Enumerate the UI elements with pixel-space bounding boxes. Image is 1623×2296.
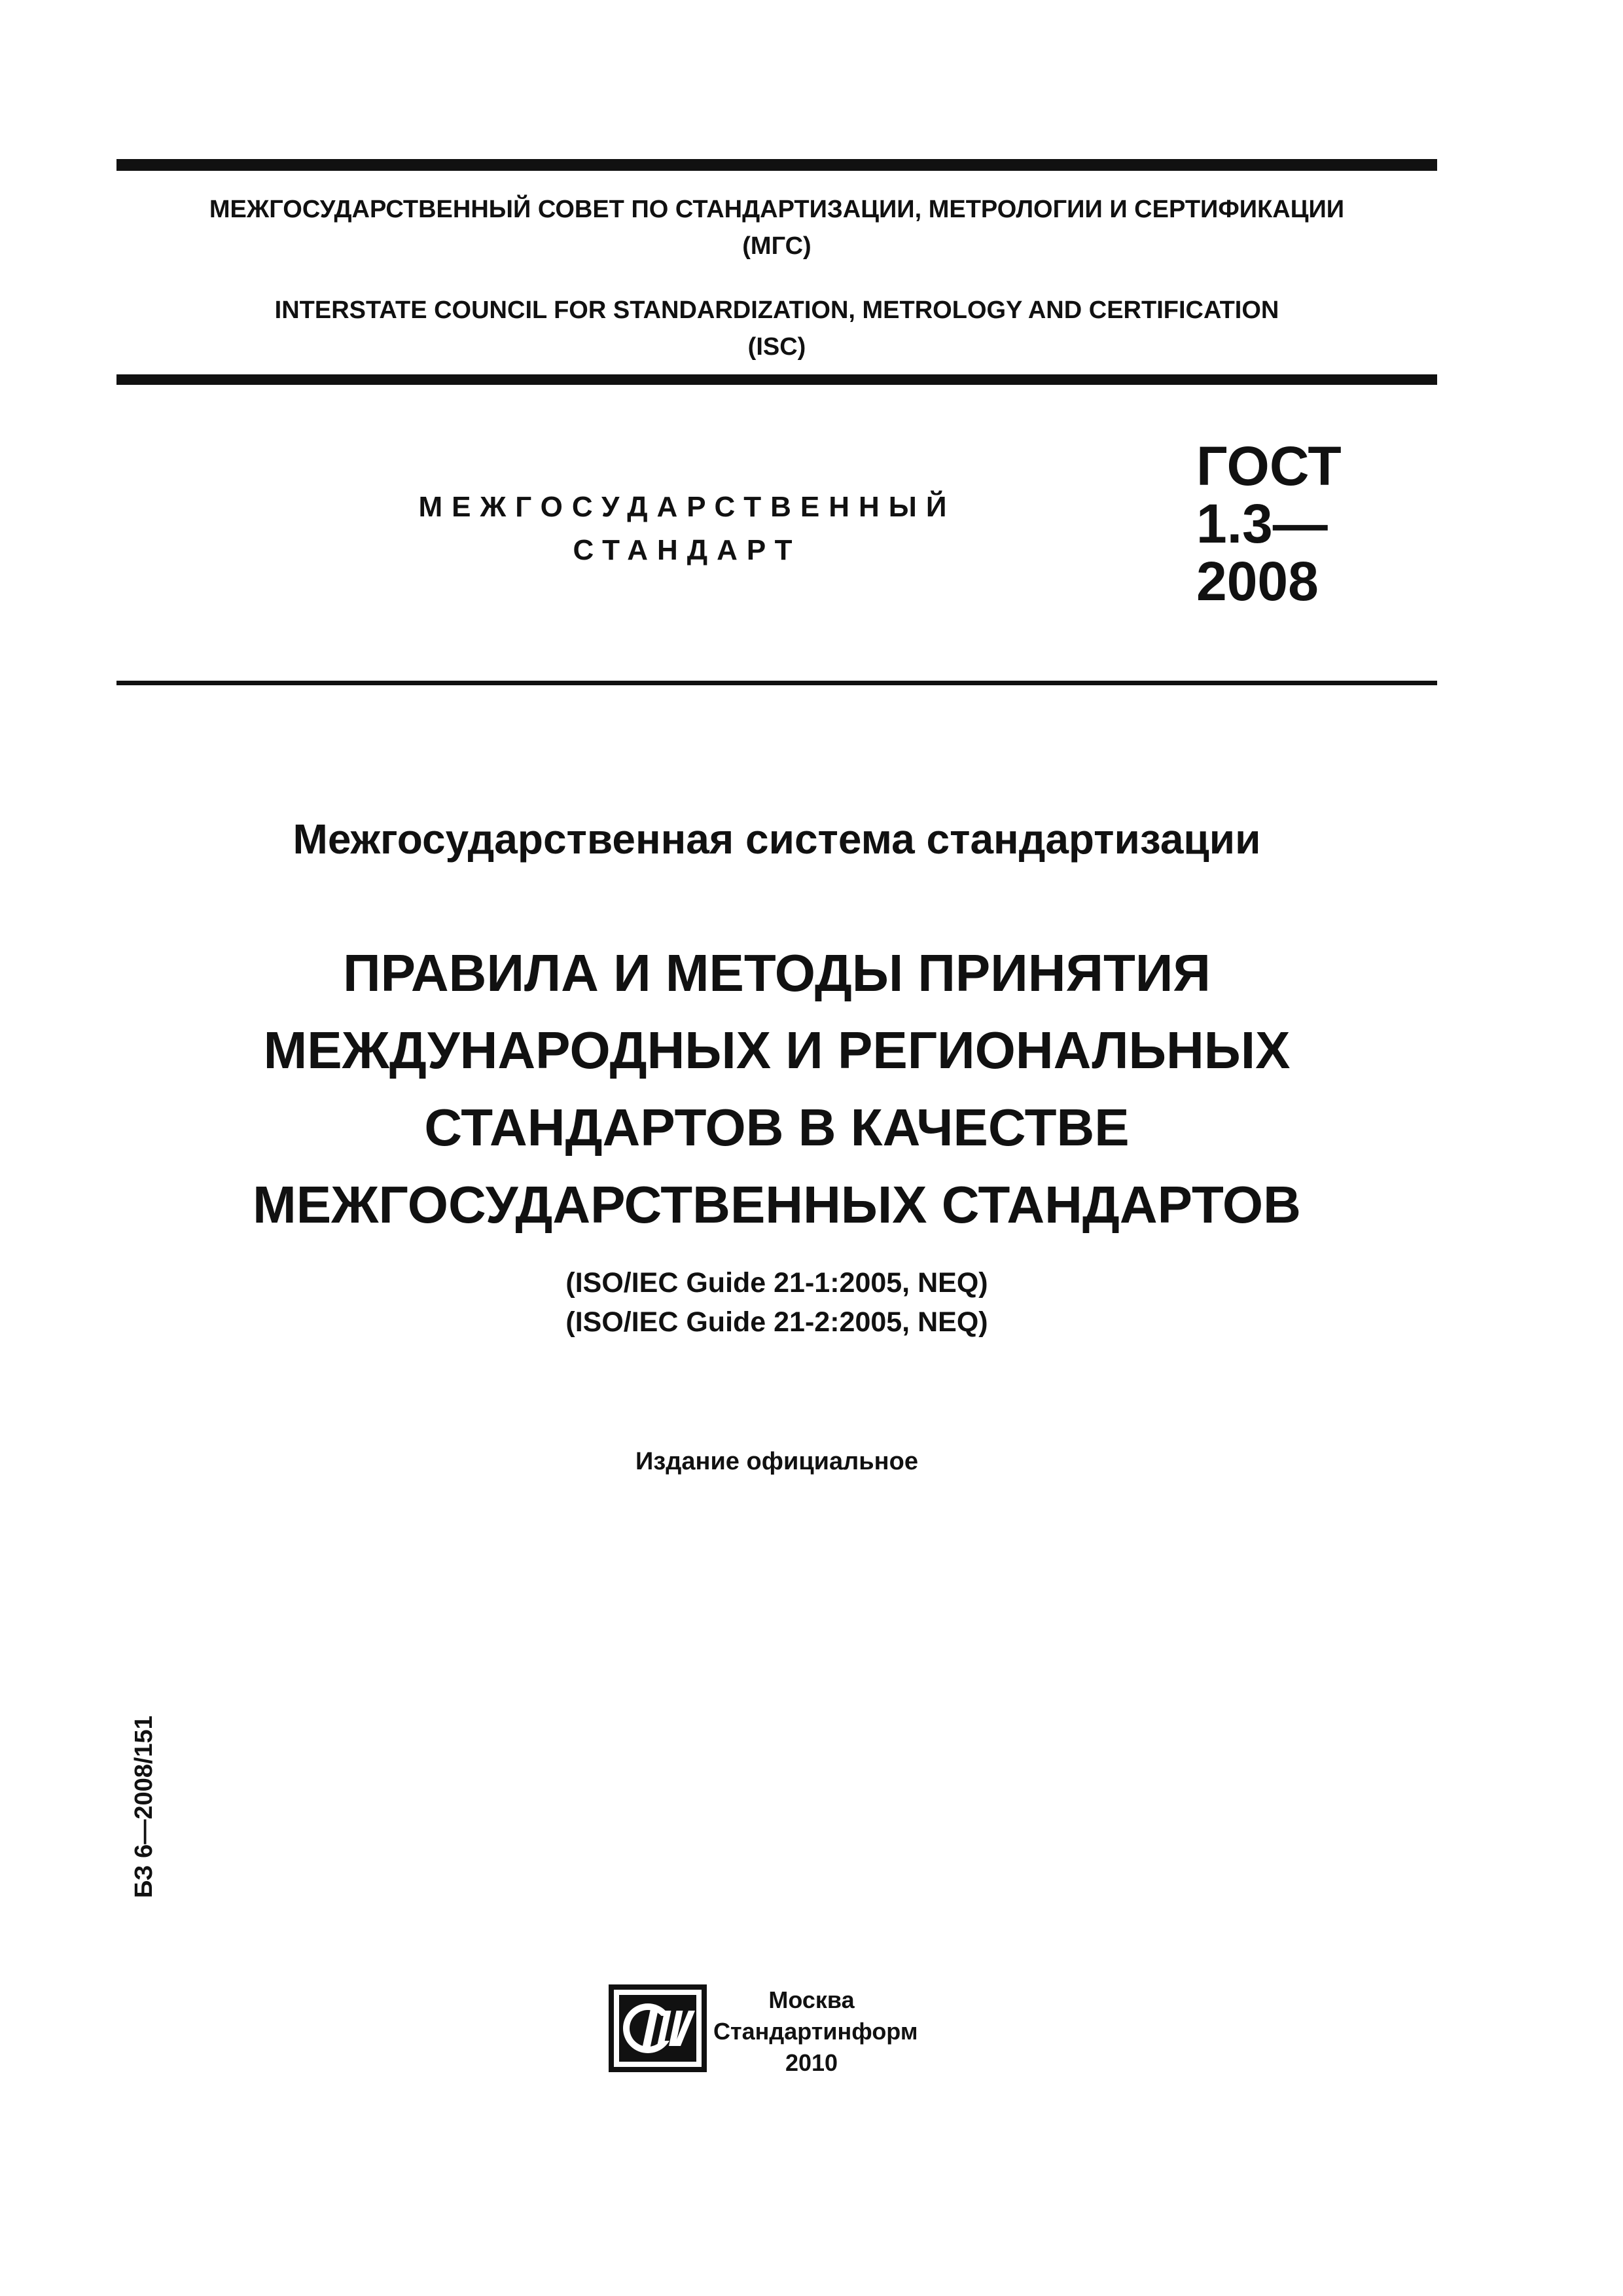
standard-type [340, 486, 1034, 572]
publisher-city: Москва [768, 1986, 855, 2013]
system-title: Межгосударственная система стандартизации [293, 816, 1261, 863]
publisher-block [713, 1984, 918, 2079]
registration-code: БЗ 6—2008/151 [130, 1715, 158, 1898]
gost-prefix: ГОСТ [1196, 435, 1342, 497]
standard-type-line1: МЕЖГОСУДАРСТВЕННЫЙ [418, 491, 956, 523]
title-line: МЕЖГОСУДАРСТВЕННЫХ СТАНДАРТОВ [253, 1175, 1301, 1234]
council-rule [116, 374, 1437, 385]
council-name-ru [116, 191, 1437, 264]
edition-note: Издание официальное [635, 1448, 918, 1475]
council-en-line1: INTERSTATE COUNCIL FOR STANDARDIZATION, METROLOGY AND CERTIFICATION [274, 296, 1279, 324]
document-title [116, 935, 1437, 1244]
council-en-abbr: (ISC) [747, 333, 806, 361]
publisher-name: Стандартинформ [713, 2018, 918, 2045]
standard-type-line2: СТАНДАРТ [573, 534, 802, 566]
council-name-en [116, 292, 1437, 365]
title-line: СТАНДАРТОВ В КАЧЕСТВЕ [424, 1098, 1130, 1157]
international-references [116, 1263, 1437, 1342]
standartinform-logo-icon [609, 1984, 707, 2072]
reference-line: (ISO/IEC Guide 21-1:2005, NEQ) [565, 1267, 988, 1299]
council-ru-abbr: (МГС) [742, 232, 812, 260]
title-line: ПРАВИЛА И МЕТОДЫ ПРИНЯТИЯ [343, 944, 1211, 1002]
gost-designation [1196, 437, 1342, 610]
top-rule [116, 159, 1437, 171]
header-rule [116, 681, 1437, 685]
council-ru-line1: МЕЖГОСУДАРСТВЕННЫЙ СОВЕТ ПО СТАНДАРТИЗАЦИИ, МЕТРОЛОГИИ И СЕРТИФИКАЦИИ [209, 196, 1345, 223]
reference-line: (ISO/IEC Guide 21-2:2005, NEQ) [565, 1306, 988, 1338]
title-line: МЕЖДУНАРОДНЫХ И РЕГИОНАЛЬНЫХ [263, 1021, 1291, 1079]
publisher-year: 2010 [785, 2049, 838, 2076]
gost-year: 2008 [1196, 550, 1319, 612]
gost-number: 1.3— [1196, 493, 1328, 554]
